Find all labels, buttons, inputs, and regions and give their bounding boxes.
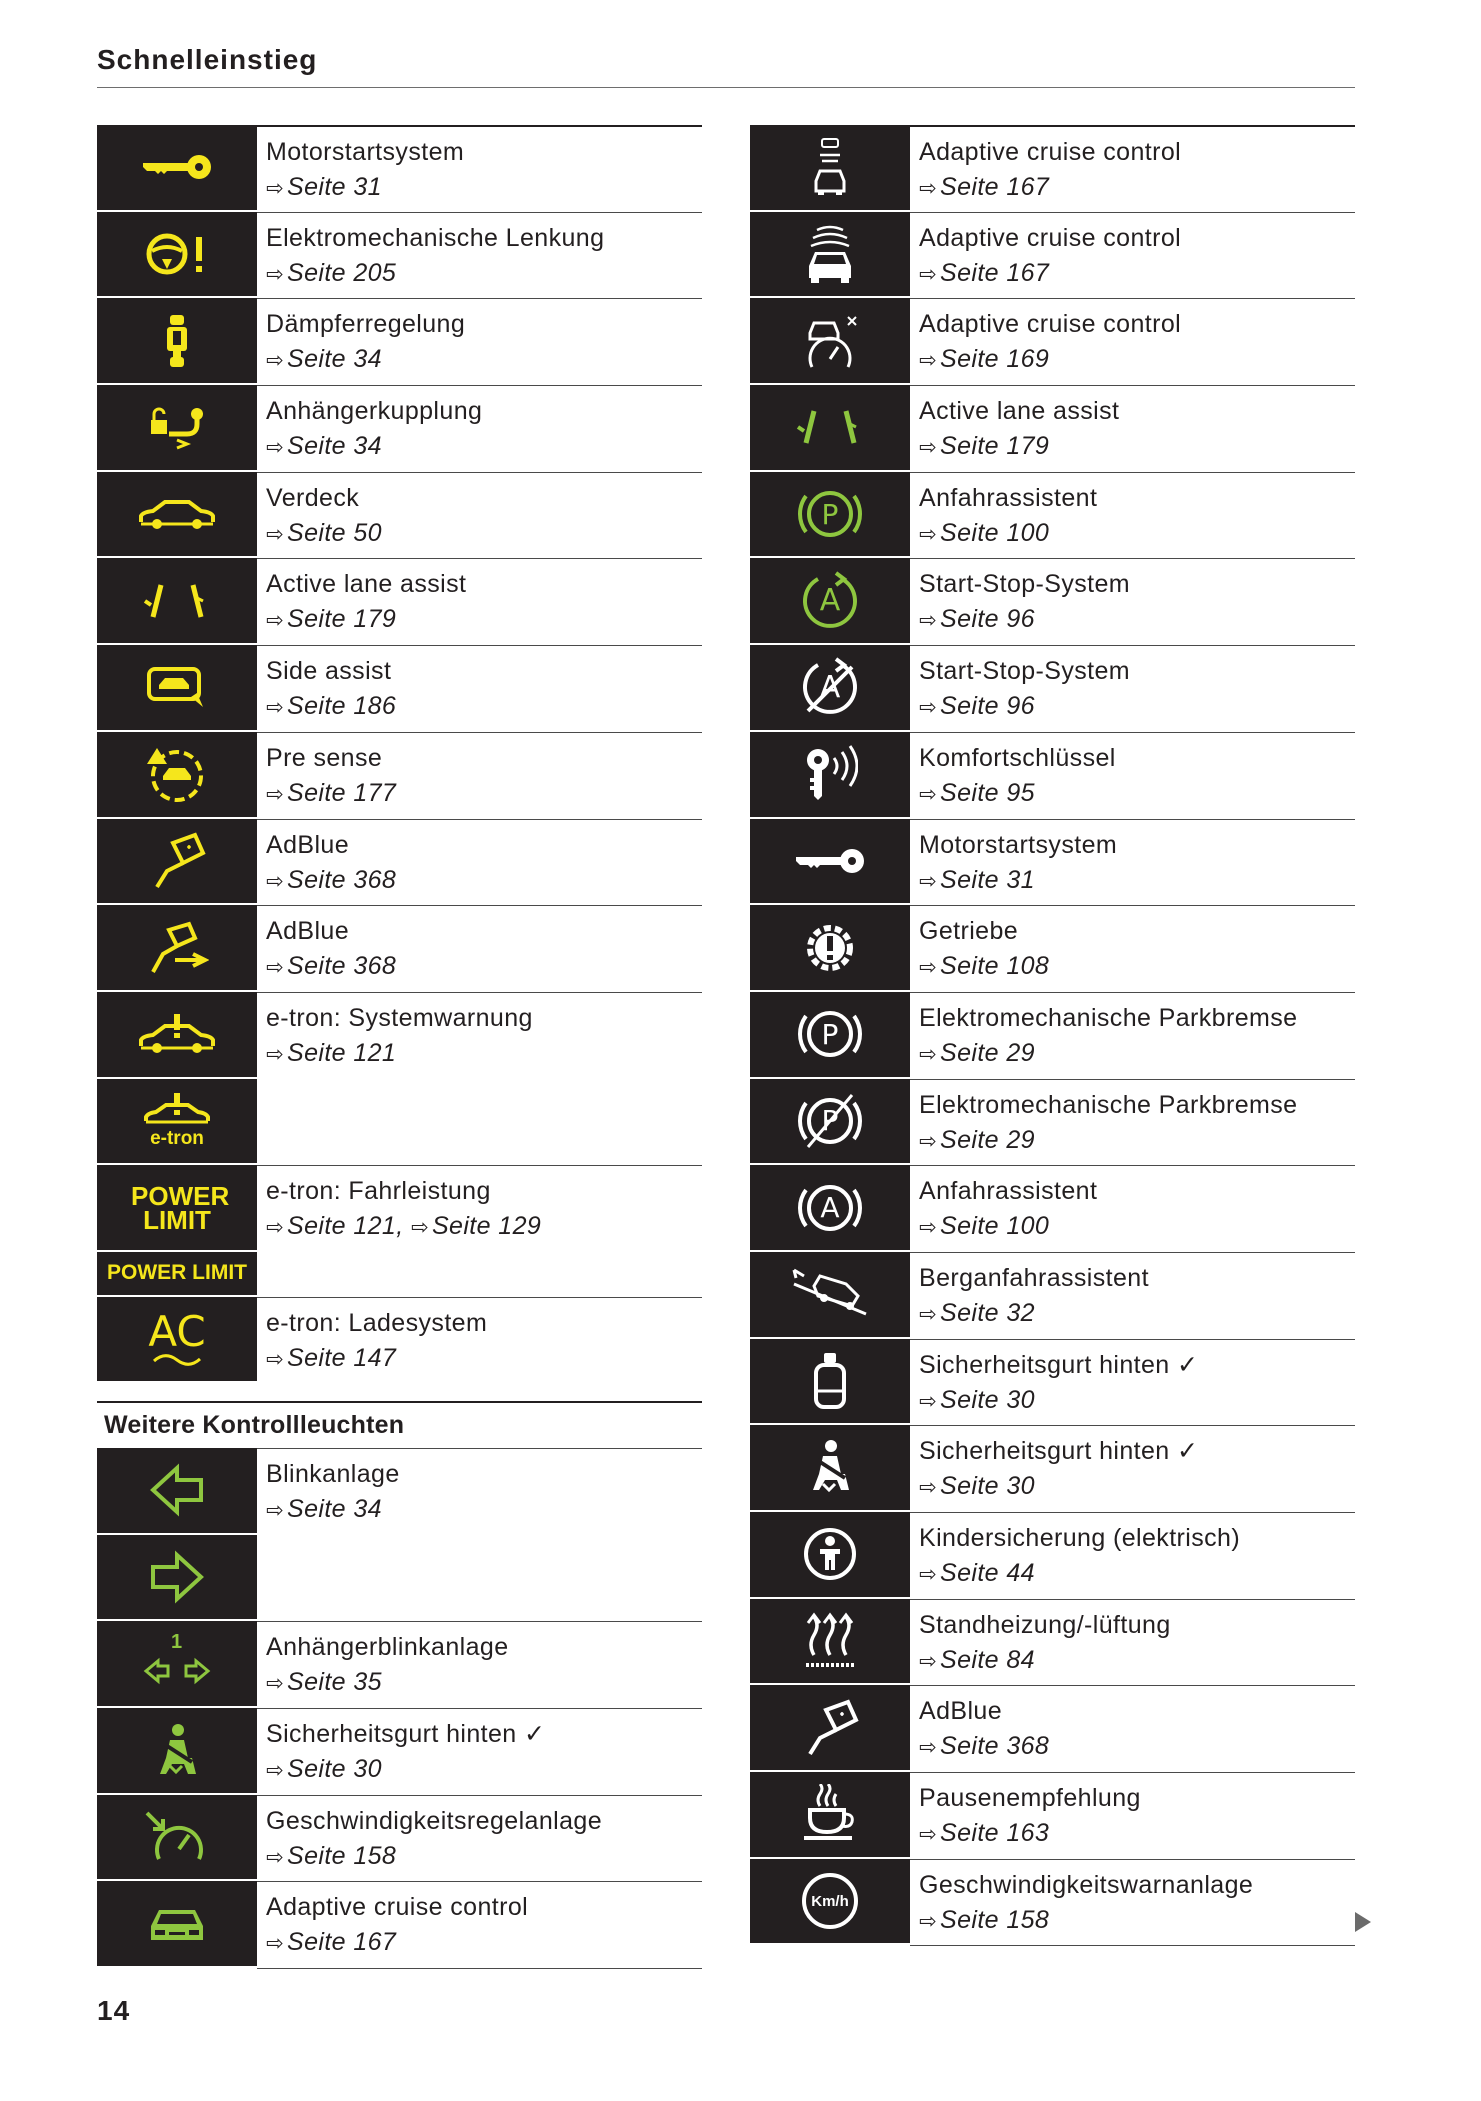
table-row: [750, 558, 1355, 645]
adblue-service-icon: [97, 905, 257, 992]
table-row: [97, 472, 702, 559]
hold-assist-a-icon: [750, 1165, 910, 1252]
table-row: [750, 1425, 1355, 1512]
hold-letter: A: [820, 1191, 840, 1225]
ac-label: AC: [148, 1306, 206, 1356]
row-title: Adaptive cruise control: [266, 1893, 529, 1922]
row-title: Pausenempfehlung: [919, 1784, 1141, 1813]
page-link[interactable]: ⇨ Seite 29: [919, 1038, 1035, 1067]
power-limit-icon: [97, 1165, 257, 1252]
page-link[interactable]: ⇨ Seite 368: [919, 1732, 1050, 1761]
table-row: [97, 905, 702, 992]
table-row: [97, 819, 702, 906]
table-row: [750, 645, 1355, 732]
transmission-icon: [750, 905, 910, 992]
table-row: [750, 1685, 1355, 1772]
row-title: Adaptive cruise control: [919, 223, 1182, 252]
start-stop-icon: [750, 558, 910, 645]
page-link[interactable]: ⇨ Seite 30: [919, 1472, 1035, 1501]
car-warning-icon: [97, 992, 257, 1079]
ac-charging-icon: [97, 1297, 257, 1383]
page-link[interactable]: ⇨ Seite 29: [919, 1125, 1035, 1154]
hold-letter: P: [821, 497, 839, 531]
car-front-icon: [97, 1881, 257, 1968]
row-title: Elektromechanische Parkbremse: [919, 1090, 1298, 1119]
comfort-key-icon: [750, 732, 910, 819]
table-row: [750, 1339, 1355, 1426]
row-title: Geschwindigkeitsregelanlage: [266, 1806, 602, 1835]
rear-seatbelt-icon: [750, 1339, 910, 1426]
row-title: Standheizung/-lüftung: [919, 1610, 1171, 1639]
header-rule: [97, 87, 1355, 88]
parking-letter: P: [821, 1017, 839, 1051]
right-column: [750, 125, 1355, 1946]
table-row: [750, 1252, 1355, 1339]
table-row: [97, 992, 702, 1079]
etron-warning-icon: [97, 1079, 257, 1166]
table-row: [750, 472, 1355, 559]
table-row: [97, 732, 702, 819]
lane-assist-icon: [97, 558, 257, 645]
row-title: Kindersicherung (elektrisch): [919, 1524, 1241, 1552]
row-title: Adaptive cruise control: [919, 310, 1182, 339]
turn-left-icon: [97, 1448, 257, 1535]
table-row: [750, 212, 1355, 299]
page-link[interactable]: ⇨ Seite 96: [919, 692, 1035, 721]
row-title: Anfahrassistent: [919, 1177, 1098, 1206]
table-row: [750, 385, 1355, 472]
table-row: [750, 992, 1355, 1079]
page-link[interactable]: ⇨ Seite 108: [919, 952, 1050, 981]
table-row: [750, 1165, 1355, 1252]
section-title: Weitere Kontrollleuchten: [97, 1401, 702, 1448]
row-title: Getriebe: [919, 917, 1019, 946]
power-limit-label: POWER LIMIT: [107, 1261, 247, 1285]
pre-sense-icon: [97, 732, 257, 819]
power-limit-label: POWER LIMIT: [131, 1180, 230, 1235]
coffee-cup-icon: [750, 1772, 910, 1859]
page-link[interactable]: ⇨ Seite 158: [266, 1841, 397, 1870]
row-title: Dämpferregelung: [266, 310, 466, 339]
row-title: Start-Stop-System: [919, 657, 1131, 686]
row-title: Sicherheitsgurt hinten ✓: [919, 1437, 1199, 1466]
row-title: Elektromechanische Lenkung: [266, 223, 605, 252]
start-stop-letter: A: [819, 583, 841, 619]
page-link[interactable]: ⇨ Seite 30: [919, 1385, 1035, 1414]
row-title: Anhängerblinkanlage: [266, 1633, 509, 1662]
table-row: [750, 1772, 1355, 1859]
trailer-hitch-icon: [97, 385, 257, 472]
steering-warning-icon: [97, 212, 257, 299]
table-row: [97, 1621, 702, 1708]
table-row: [750, 819, 1355, 906]
row-title: Komfortschlüssel: [919, 743, 1116, 772]
page-link[interactable]: ⇨ Seite 169: [919, 345, 1050, 374]
page-link[interactable]: ⇨ Seite 44: [919, 1559, 1035, 1587]
row-title: Active lane assist: [266, 570, 467, 599]
hill-start-icon: [750, 1252, 910, 1339]
page-link[interactable]: ⇨ Seite 205: [266, 258, 397, 287]
table-row: [97, 125, 702, 212]
page-number: 14: [97, 1995, 131, 2026]
table-row: [97, 1165, 702, 1252]
table-row: [97, 1297, 702, 1383]
key-icon: [750, 819, 910, 906]
table-row: [97, 1795, 702, 1882]
acc-speed-icon: [750, 298, 910, 385]
page-link[interactable]: ⇨ Seite 50: [266, 518, 382, 547]
row-title: e-tron: Fahrleistung: [266, 1177, 491, 1206]
row-title: Adaptive cruise control: [919, 138, 1182, 166]
convertible-top-icon: [97, 472, 257, 559]
page-link[interactable]: ⇨ Seite 34: [266, 345, 382, 374]
acc-car-icon: [750, 212, 910, 299]
table-row: [750, 905, 1355, 992]
page-link[interactable]: ⇨ Seite 167: [919, 173, 1050, 201]
turn-right-icon: [97, 1535, 257, 1622]
page-link[interactable]: ⇨ Seite 163: [919, 1819, 1050, 1848]
table-row: [97, 1535, 702, 1622]
row-title: Motorstartsystem: [919, 830, 1118, 859]
column-end-rule: [257, 1968, 702, 1969]
page-link[interactable]: ⇨ Seite 96: [919, 605, 1035, 634]
table-row: [97, 1708, 702, 1795]
child-lock-icon: [750, 1512, 910, 1599]
row-title: Side assist: [266, 657, 392, 686]
table-row: [750, 1599, 1355, 1686]
speed-warning-icon: [750, 1859, 910, 1946]
row-title: Sicherheitsgurt hinten ✓: [919, 1350, 1199, 1379]
parking-letter: P: [821, 1104, 839, 1138]
table-row: [97, 298, 702, 385]
page-link[interactable]: ⇨ Seite 368: [266, 952, 397, 981]
continue-arrow-icon: [1355, 1912, 1371, 1932]
page-link[interactable]: ⇨ Seite 186: [266, 692, 397, 721]
page-link[interactable]: ⇨ Seite 121, ⇨ Seite 129: [266, 1212, 542, 1241]
start-stop-letter: A: [819, 669, 841, 705]
row-title: Blinkanlage: [266, 1459, 400, 1488]
page-link[interactable]: ⇨ Seite 31: [919, 865, 1035, 894]
page-link[interactable]: ⇨ Seite 167: [919, 258, 1050, 287]
page-link[interactable]: ⇨ Seite 167: [266, 1928, 397, 1957]
page-link[interactable]: ⇨ Seite 31: [266, 173, 382, 201]
row-title: AdBlue: [919, 1697, 1003, 1726]
row-title: Start-Stop-System: [919, 570, 1131, 599]
lane-assist-icon: [750, 385, 910, 472]
row-title: Geschwindigkeitswarnanlage: [919, 1870, 1254, 1899]
left-column: [97, 125, 702, 1969]
row-title: Sicherheitsgurt hinten ✓: [266, 1720, 546, 1748]
adblue-icon: [750, 1685, 910, 1772]
hold-assist-icon: [750, 472, 910, 559]
parking-brake-icon: [750, 992, 910, 1079]
aux-heating-icon: [750, 1599, 910, 1686]
power-limit-text-icon: [97, 1252, 257, 1297]
column-end-rule: [910, 1945, 1355, 1946]
page-header: Schnelleinstieg: [97, 44, 318, 75]
page-link[interactable]: ⇨ Seite 179: [919, 432, 1050, 461]
trailer-turn-icon: [97, 1621, 257, 1708]
page-link[interactable]: ⇨ Seite 34: [266, 1494, 382, 1523]
row-title: AdBlue: [266, 830, 350, 859]
page-link[interactable]: ⇨ Seite 121: [266, 1038, 397, 1067]
page-link[interactable]: ⇨ Seite 34: [266, 432, 382, 461]
row-title: Berganfahrassistent: [919, 1263, 1149, 1292]
seatbelt-icon: [97, 1708, 257, 1795]
page-link[interactable]: ⇨ Seite 30: [266, 1755, 382, 1783]
page-link[interactable]: ⇨ Seite 179: [266, 605, 397, 634]
seatbelt-icon: [750, 1425, 910, 1512]
acc-distance-icon: [750, 125, 910, 212]
row-title: e-tron: Systemwarnung: [266, 1003, 533, 1032]
table-row: [97, 1079, 702, 1166]
table-row: [750, 125, 1355, 212]
table-row: [750, 732, 1355, 819]
table-row: [97, 1252, 702, 1297]
row-title: Elektromechanische Parkbremse: [919, 1003, 1298, 1032]
adblue-icon: [97, 819, 257, 906]
page-link[interactable]: ⇨ Seite 100: [919, 518, 1050, 547]
table-row: [750, 298, 1355, 385]
page-link[interactable]: ⇨ Seite 95: [919, 778, 1035, 807]
page-link[interactable]: ⇨ Seite 368: [266, 865, 397, 894]
row-title: Anfahrassistent: [919, 483, 1098, 512]
table-row: [97, 1881, 702, 1968]
table-row: [97, 212, 702, 299]
page-link[interactable]: ⇨ Seite 35: [266, 1668, 382, 1697]
row-title: Anhängerkupplung: [266, 397, 483, 426]
side-assist-icon: [97, 645, 257, 732]
cruise-control-icon: [97, 1795, 257, 1882]
row-title: Pre sense: [266, 743, 383, 772]
page-link[interactable]: ⇨ Seite 158: [919, 1905, 1050, 1934]
speed-unit-label: Km/h: [811, 1892, 849, 1910]
page-link[interactable]: ⇨ Seite 84: [919, 1645, 1035, 1674]
key-icon: [97, 125, 257, 212]
table-row: [750, 1512, 1355, 1599]
start-stop-off-icon: [750, 645, 910, 732]
table-row: [750, 1079, 1355, 1166]
row-title: Active lane assist: [919, 397, 1120, 426]
row-title: Motorstartsystem: [266, 138, 465, 166]
page-link[interactable]: ⇨ Seite 32: [919, 1298, 1035, 1327]
table-row: [97, 645, 702, 732]
trailer-number: 1: [171, 1631, 183, 1654]
page-link[interactable]: ⇨ Seite 177: [266, 778, 397, 807]
table-row: [750, 1859, 1355, 1946]
damper-icon: [97, 298, 257, 385]
row-title: e-tron: Ladesystem: [266, 1308, 488, 1337]
table-row: [97, 385, 702, 472]
row-title: Verdeck: [266, 483, 360, 512]
table-row: [97, 1448, 702, 1535]
row-title: AdBlue: [266, 917, 350, 946]
etron-label: e-tron: [150, 1127, 204, 1149]
table-row: [97, 558, 702, 645]
parking-brake-off-icon: [750, 1079, 910, 1166]
page-link[interactable]: ⇨ Seite 100: [919, 1212, 1050, 1241]
page-link[interactable]: ⇨ Seite 147: [266, 1343, 397, 1372]
